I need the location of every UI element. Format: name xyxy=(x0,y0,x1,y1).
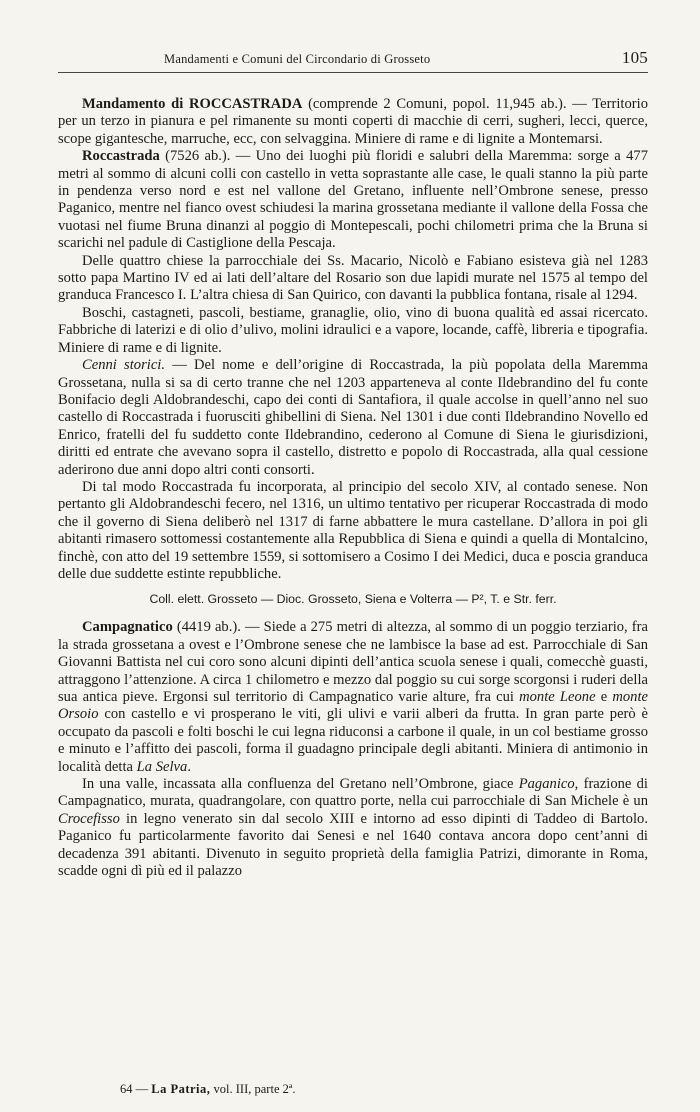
paragraph-churches: Delle quattro chiese la parrocchiale dei Ss. Macario, Nicolò e Fabiano esisteva già nel 1283 sotto papa Martino IV ed ai lati dell’altare del Rosario son due lapidi murate nel 1575 al tempo del granduca Francesco I. L’altra chiesa di San Quirico, con davanti la pubblica fontana, risale al 1294. xyxy=(58,252,648,304)
italic-place: Paganico xyxy=(518,776,575,793)
paragraph-text: In una valle, incassata alla confluenza del Gretano nell’Ombrone, giace xyxy=(82,776,519,793)
running-title: Mandamenti e Comuni del Circondario di Grosseto xyxy=(164,52,431,66)
paragraph-history xyxy=(58,357,648,479)
electoral-line: Coll. elett. Grosseto — Dioc. Grosseto, Siena e Volterra — P², T. e Str. ferr. xyxy=(149,592,557,607)
italic-place: monte Leone xyxy=(519,689,596,705)
campagnatico-heading: Campagnatico xyxy=(82,619,173,636)
italic-place: monte Orsoio xyxy=(58,689,648,723)
paragraph-text: (4419 ab.). — Siede a 275 metri di altezza, al sommo di un poggio terziario, fra la strada grossetana a ovest e l’Ombrone senese che ne lambisce la base ad est. Parrocchiale di San Giovanni Battista nel cui coro sono alcuni dipinti dell’antica scuola senese i quali, comecchè guasti, attraggono l’attenzione. A circa 1 chilometro e mezzo dal poggio su cui sorge scorgonsi i ruderi della sua antica pieve. Ergonsi sul territorio di Campagnatico varie alture, fra cui xyxy=(58,619,648,705)
page-body xyxy=(58,96,648,880)
paragraph-roccastrada xyxy=(58,148,648,252)
italic-term: Crocefisso xyxy=(58,810,120,827)
roccastrada-heading: Roccastrada xyxy=(82,148,160,165)
footer-work-title: La Patria, xyxy=(151,1082,211,1096)
paragraph-text: (comprende 2 Comuni, popol. 11,945 ab.). — Territorio per un terzo in pianura e pel rimanente su monti coperti di macchie di cerri, sugheri, lecci, querce, scope gigantesche, marruche, ecc, con selvaggina. Miniere di rame e di lignite a Montemarsi. xyxy=(58,96,648,147)
paragraph-campagnatico xyxy=(58,619,648,776)
paragraph-text: — Del nome e dell’origine di Roccastrada, la più popolata della Maremma Grossetana, nulla si sa di certo tranne che nel 1203 apparteneva al conte Ildebrandino del fu conte Bonifacio degli Aldobrandeschi, capo dei conti di Santafiora, il quale accolse in quell’anno nel suo castello di Roccastrada i fuorusciti ghibellini di Siena. Nel 1301 i due conti Ildebrandino Novello ed Enrico, fratelli del fu suddetto conte Ildebrandino, cederono al Comune di Siena le giurisdizioni, diritti ed entrate che avevano sopra il castello, distretto e popolo di Roccastrada, alla qual cessione aderirono due anni dopo altri conti consorti. xyxy=(58,357,648,478)
header-rule xyxy=(58,72,648,73)
footer-suffix: vol. III, parte 2ª. xyxy=(210,1082,296,1096)
running-header xyxy=(58,48,648,72)
paragraph-text: . xyxy=(187,758,191,775)
paragraph-products: Boschi, castagneti, pascoli, bestiame, granaglie, olio, vino di buona qualità ed assai ricercato. Fabbriche di laterizi e di olio d’ulivo, molini idraulici e a vapore, locande, caffè, libreria e tipografia. Miniere di rame e di lignite. xyxy=(58,304,648,356)
paragraph-text: , frazione di Campagnatico, murata, quadrangolare, con quattro porte, nella cui parrocchiale di San Michele è un xyxy=(58,776,648,810)
paragraph-text: (7526 ab.). — Uno dei luoghi più floridi e salubri della Maremma: sorge a 477 metri al sommo di alcuni colli con castello in vetta soprastante alle case, le quali stanno la più parte in pendenza verso nord e est nel vallone del Gretano, influente nell’Ombrone senese, presso Paganico, mentre nel fianco ovest schiudesi la marina grossetana mediante il vallone della Fossa che vuotasi nel fiume Bruna dinanzi al poggio di Montepescali, pochi chilometri prima che la Bruna si scarichi nel padule di Castiglione della Pescaja. xyxy=(58,148,648,252)
paragraph-text: con castello e vi prosperano le viti, gli ulivi e varii alberi da frutta. In gran parte però è occupato da pascoli e folti boschi le cui legna riduconsi a carbone il quale, in un col bestiame grosso e minuto e l’affitto dei pascoli, forma il guadagno principale degli abitanti. Miniera di antimonio in località detta xyxy=(58,706,648,775)
paragraph-text: in legno venerato sin dal secolo XIII e intorno ad esso dipinti di Taddeo di Bartolo. Paganico fu particolarmente favorito dai Senesi e nel 1640 contava ancora dopo cent’anni di decadenza 391 abitanti. Divenuto in seguito proprietà della famiglia Patrizi, dimorante in Roma, scadde ogni dì più ed il palazzo xyxy=(58,810,648,880)
paragraph-text: e xyxy=(595,689,613,705)
paragraph-paganico xyxy=(58,776,648,880)
italic-place: La Selva xyxy=(136,758,188,775)
history-heading: Cenni storici. xyxy=(82,357,166,374)
mandamento-heading: Mandamento di ROCCASTRADA xyxy=(82,96,303,112)
paragraph-incorporation: Di tal modo Roccastrada fu incorporata, al principio del secolo XIV, al contado senese. Non pertanto gli Aldobrandeschi fecero, nel 1316, un ultimo tentativo per ricuperar Roccastrada di modo che il governo di Siena deliberò nel 1317 di farne abbattere le mura castellane. D’allora in poi gli abitanti rimasero sottomessi costantemente alla Repubblica di Siena e quindi a quella di Montalcino, finchè, con atto del 19 settembre 1559, si sottomisero a Cosimo I dei Medici, duca e poscia granduca delle due suddette estinte repubbliche. xyxy=(58,478,648,582)
footer-prefix: 64 — xyxy=(120,1082,152,1096)
page-footer xyxy=(120,1082,295,1097)
page-number: 105 xyxy=(621,48,648,67)
paragraph-mandamento xyxy=(58,96,648,148)
